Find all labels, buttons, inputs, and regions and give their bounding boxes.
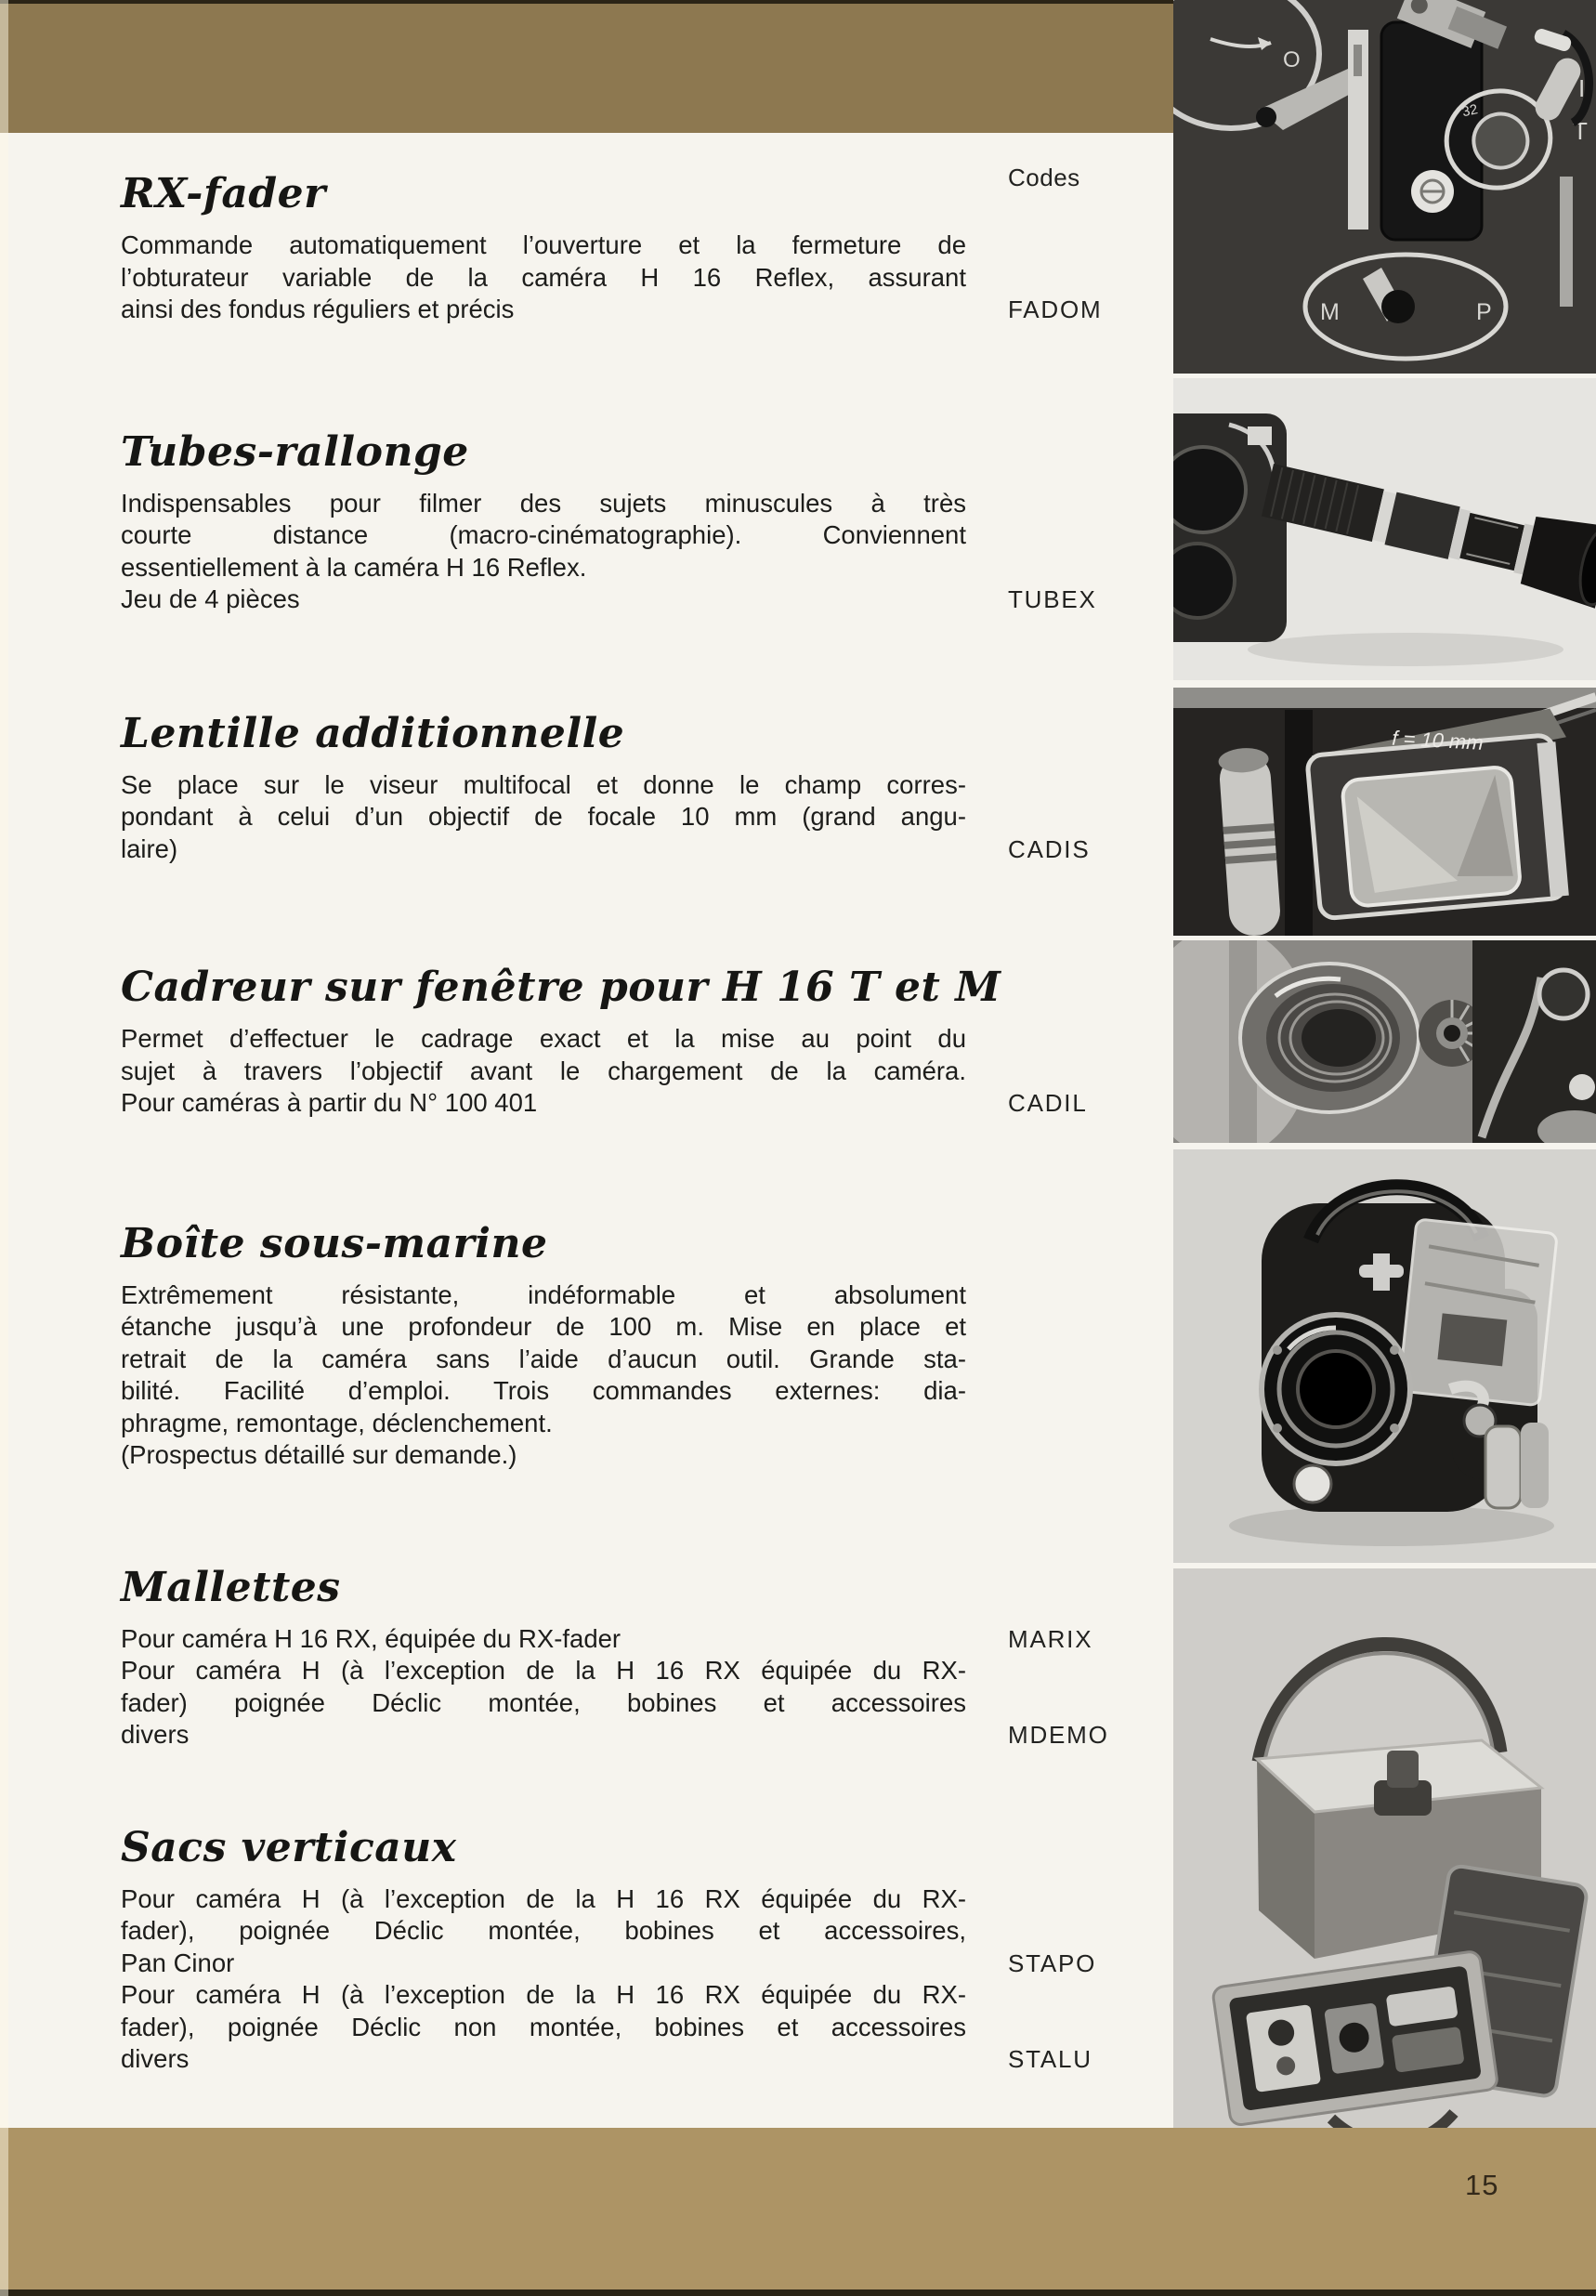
product-code: CADIL xyxy=(1008,1089,1088,1117)
body-row xyxy=(121,833,1143,866)
body-row xyxy=(121,1279,1143,1312)
code-spacer xyxy=(966,1408,1143,1440)
product-section xyxy=(121,427,1143,616)
product-code: TUBEX xyxy=(1008,585,1097,613)
body-line: phragme, remontage, déclenchement. xyxy=(121,1408,553,1437)
body-row xyxy=(121,1023,1143,1056)
section-heading: RX-fader xyxy=(121,170,326,217)
code-spacer xyxy=(966,1439,1143,1472)
code-spacer xyxy=(966,262,1143,295)
viewfinder-focal-marking: f = 10 mm xyxy=(1391,726,1485,754)
product-section xyxy=(121,965,1143,1120)
body-row xyxy=(121,1915,1143,1948)
body-line: Pour caméra H (à l’exception de la H 16 RX équipée du RX- xyxy=(121,1980,966,2009)
code-spacer xyxy=(966,769,1143,802)
code-spacer xyxy=(966,1883,1143,1916)
body-row xyxy=(121,1311,1143,1344)
section-heading: Lentille additionnelle xyxy=(121,709,625,757)
body-row xyxy=(121,1623,1143,1656)
section-heading: Boîte sous-marine xyxy=(121,1219,548,1267)
code-spacer xyxy=(966,1375,1143,1408)
code-spacer xyxy=(966,1655,1143,1687)
product-code: CADIS xyxy=(1008,834,1091,863)
body-line: Pour caméra H 16 RX, équipée du RX-fader xyxy=(121,1623,621,1653)
product-code: STALU xyxy=(1008,2045,1092,2073)
body-line: étanche jusqu’à une profondeur de 100 m. Mise en place et xyxy=(121,1312,966,1341)
body-row xyxy=(121,1655,1143,1687)
cadreur-photo xyxy=(1173,940,1596,1143)
body-line: courte distance (macro-cinématographie). Conviennent xyxy=(121,520,966,549)
body-row xyxy=(121,1687,1143,1720)
code-spacer xyxy=(966,1279,1143,1312)
product-section xyxy=(121,1563,1143,1752)
body-line: ainsi des fondus réguliers et précis xyxy=(121,295,515,323)
body-line: laire) xyxy=(121,833,178,863)
body-row xyxy=(121,801,1143,833)
body-row xyxy=(121,1087,1143,1120)
body-row xyxy=(121,552,1143,584)
product-code: FADOM xyxy=(1008,295,1103,323)
dial-letter-m: M xyxy=(1320,299,1340,325)
body-line: l’obturateur variable de la caméra H 16 Reflex, assurant xyxy=(121,262,966,292)
body-line: (Prospectus détaillé sur demande.) xyxy=(121,1440,517,1469)
code-spacer xyxy=(966,1687,1143,1720)
body-line: fader), poignée Déclic non montée, bobines et accessoires xyxy=(121,2012,966,2041)
section-heading: Cadreur sur fenêtre pour H 16 T et M xyxy=(121,964,1001,1011)
body-row xyxy=(121,584,1143,616)
body-line: divers xyxy=(121,2044,190,2073)
dial-letter-p: P xyxy=(1476,299,1492,325)
code-spacer xyxy=(966,230,1143,262)
body-row xyxy=(121,1056,1143,1088)
product-section xyxy=(121,1219,1143,1472)
scan-left-edge xyxy=(0,0,8,2296)
body-line: essentiellement à la caméra H 16 Reflex. xyxy=(121,552,587,582)
body-row xyxy=(121,1948,1143,1980)
product-code: MARIX xyxy=(1008,1624,1093,1653)
body-line: Commande automatiquement l’ouverture et la fermeture de xyxy=(121,230,966,259)
body-row xyxy=(121,294,1143,326)
dial-letter-t: T xyxy=(1573,117,1588,145)
body-line: Pour caméras à partir du N° 100 401 xyxy=(121,1088,538,1117)
body-row xyxy=(121,2043,1143,2076)
body-line: bilité. Facilité d’emploi. Trois commandes externes: dia- xyxy=(121,1376,966,1405)
code-spacer xyxy=(966,1979,1143,2012)
mallettes-sacs-photo xyxy=(1173,1568,1596,2128)
product-section xyxy=(121,709,1143,866)
body-line: Extrêmement résistante, indéformable et absolument xyxy=(121,1279,966,1309)
product-section xyxy=(121,172,1143,326)
body-line: Indispensables pour filmer des sujets minuscules à très xyxy=(121,488,966,518)
dial-letter-i: I xyxy=(1578,74,1586,102)
body-line: divers xyxy=(121,1720,190,1749)
code-spacer xyxy=(966,1056,1143,1088)
code-spacer xyxy=(966,552,1143,584)
body-line: Permet d’effectuer le cadrage exact et la mise au point du xyxy=(121,1024,966,1053)
code-spacer xyxy=(966,1915,1143,1948)
body-line: fader) poignée Déclic montée, bobines et accessoires xyxy=(121,1687,966,1717)
rx-fader-photo xyxy=(1173,0,1596,374)
body-line: retrait de la caméra sans l’aide d’aucun outil. Grande sta- xyxy=(121,1344,966,1373)
product-section xyxy=(121,1823,1143,2076)
code-spacer xyxy=(966,1344,1143,1376)
body-row xyxy=(121,1408,1143,1440)
lentille-additionnelle-photo xyxy=(1173,688,1596,936)
photo-column xyxy=(1173,0,1596,2296)
dial-number: 32 xyxy=(1460,101,1480,121)
body-row xyxy=(121,262,1143,295)
section-heading: Mallettes xyxy=(121,1563,341,1611)
body-row xyxy=(121,519,1143,552)
body-line: Pour caméra H (à l’exception de la H 16 RX équipée du RX- xyxy=(121,1883,966,1913)
code-spacer xyxy=(966,801,1143,833)
code-spacer xyxy=(966,1023,1143,1056)
body-row xyxy=(121,488,1143,520)
sections xyxy=(121,133,1143,2076)
page-number: 15 xyxy=(1465,2169,1499,2201)
body-row xyxy=(121,1883,1143,1916)
product-code: STAPO xyxy=(1008,1948,1097,1977)
body-row xyxy=(121,1375,1143,1408)
section-heading: Tubes-rallonge xyxy=(121,427,469,476)
body-line: Se place sur le viseur multifocal et donne le champ corres- xyxy=(121,769,966,799)
code-spacer xyxy=(966,2012,1143,2044)
body-line: Pour caméra H (à l’exception de la H 16 RX équipée du RX- xyxy=(121,1656,966,1685)
body-row xyxy=(121,769,1143,802)
body-row xyxy=(121,1344,1143,1376)
body-row xyxy=(121,1979,1143,2012)
section-heading: Sacs verticaux xyxy=(121,1823,457,1871)
code-spacer xyxy=(966,488,1143,520)
boite-sous-marine-photo xyxy=(1173,1149,1596,1563)
body-row xyxy=(121,1719,1143,1752)
body-line: fader), poignée Déclic montée, bobines et accessoires, xyxy=(121,1916,966,1945)
body-row xyxy=(121,1439,1143,1472)
body-row xyxy=(121,2012,1143,2044)
codes-column-header: Codes xyxy=(1008,164,1080,191)
body-line: Jeu de 4 pièces xyxy=(121,584,300,613)
code-spacer xyxy=(966,519,1143,552)
body-line: sujet à travers l’objectif avant le chargement de la caméra. xyxy=(121,1056,966,1085)
body-line: Pan Cinor xyxy=(121,1948,235,1977)
tubes-rallonge-photo xyxy=(1173,378,1596,680)
product-code: MDEMO xyxy=(1008,1721,1109,1749)
body-row xyxy=(121,230,1143,262)
code-spacer xyxy=(966,1311,1143,1344)
top-tan-band xyxy=(0,4,1173,133)
dial-letter-o: O xyxy=(1283,47,1301,72)
body-line: pondant à celui d’un objectif de focale 10 mm (grand angu- xyxy=(121,802,966,831)
